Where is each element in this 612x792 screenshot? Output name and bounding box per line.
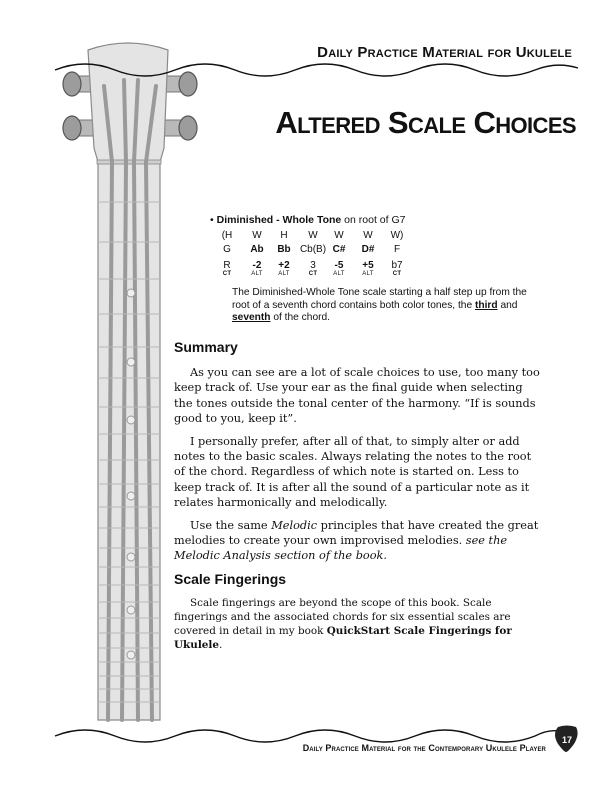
interval-cell: W) — [390, 230, 404, 241]
note-cell: Cb(B) — [299, 244, 327, 255]
running-header: Daily Practice Material for Ukulele — [317, 44, 572, 61]
interval-cell: W — [363, 230, 373, 241]
summary-paragraph-2: I personally prefer, after all of that, to simply alter or add notes to the basic scales. Always relating the notes to the root of the chord. Regardless of which note is started on. Less to keep track of. It is after all the sound of a particular note as it relates harmonically and melodically. — [174, 435, 532, 509]
tone-tag: ALT — [278, 271, 290, 277]
summary-heading: Summary — [174, 339, 238, 355]
degree-cell: R — [223, 260, 231, 271]
tone-tag: CT — [308, 271, 318, 277]
running-footer: Daily Practice Material for the Contemporary Ukulele Player — [302, 743, 546, 753]
note-cell: Bb — [277, 244, 291, 255]
melodic-term: Melodic — [271, 519, 318, 533]
degree-row — [210, 260, 510, 271]
scale-fingerings-heading: Scale Fingerings — [174, 570, 287, 587]
scale-suffix: on root of G7 — [344, 214, 406, 226]
interval-cell: (H — [221, 230, 233, 241]
footer-wave-rule — [55, 730, 558, 742]
scale-title — [210, 214, 510, 226]
degree-cell: -2 — [252, 260, 262, 271]
interval-cell: H — [280, 230, 288, 241]
main-body — [174, 340, 540, 660]
book-title: QuickStart Scale Fingerings for Ukulele — [174, 624, 512, 651]
tone-tag: CT — [222, 271, 232, 277]
degree-cell: b7 — [391, 260, 403, 271]
scale-description: The Diminished-Whole Tone scale starting a half step up from the root of a seventh chord contains both color tones, the third and seventh of the chord. — [232, 287, 527, 323]
degree-cell: -5 — [334, 260, 344, 271]
tone-tag-row — [210, 271, 510, 280]
scale-fingerings-paragraph: Scale fingerings are beyond the scope of this book. Scale fingerings and the associated chords for six essential scales are covered in detail in my book QuickStart Scale Fingerings for Ukulele. — [174, 596, 512, 651]
degree-cell: +5 — [362, 260, 374, 271]
degree-cell: +2 — [278, 260, 290, 271]
note-cell: Ab — [250, 244, 264, 255]
interval-cell: W — [308, 230, 318, 241]
degree-cell: 3 — [310, 260, 316, 271]
note-cell: C# — [332, 244, 346, 255]
third-term: third — [474, 299, 498, 311]
tone-tag: ALT — [333, 271, 345, 277]
interval-cell: W — [252, 230, 262, 241]
melodic-analysis-reference: see the Melodic Analysis section of the book. — [174, 534, 508, 563]
note-cell: F — [393, 244, 401, 255]
summary-paragraph-1: As you can see are a lot of scale choices to use, too many too keep track of. Use your ear as the final guide when selecting the tones outside the tonal center of the harmony. “If is sounds good to you, keep it”. — [174, 366, 540, 425]
interval-cell: W — [334, 230, 344, 241]
note-cell: D# — [361, 244, 375, 255]
summary-paragraph-3: Use the same Melodic principles that have created the great melodies to create your own improvised melodies. see the Melodic Analysis section of the book. — [174, 519, 539, 563]
note-cell: G — [223, 244, 231, 255]
page-title: Altered Scale Choices — [275, 105, 576, 140]
interval-row — [210, 230, 510, 244]
bullet: • — [210, 214, 214, 226]
scale-example — [210, 214, 527, 325]
note-row — [210, 244, 510, 260]
page-number: 17 — [562, 735, 573, 745]
tone-tag: ALT — [362, 271, 374, 277]
tone-tag: CT — [392, 271, 402, 277]
seventh-term: seventh — [232, 312, 271, 323]
scale-name: Diminished - Whole Tone — [216, 214, 342, 226]
tone-tag: ALT — [251, 271, 263, 277]
